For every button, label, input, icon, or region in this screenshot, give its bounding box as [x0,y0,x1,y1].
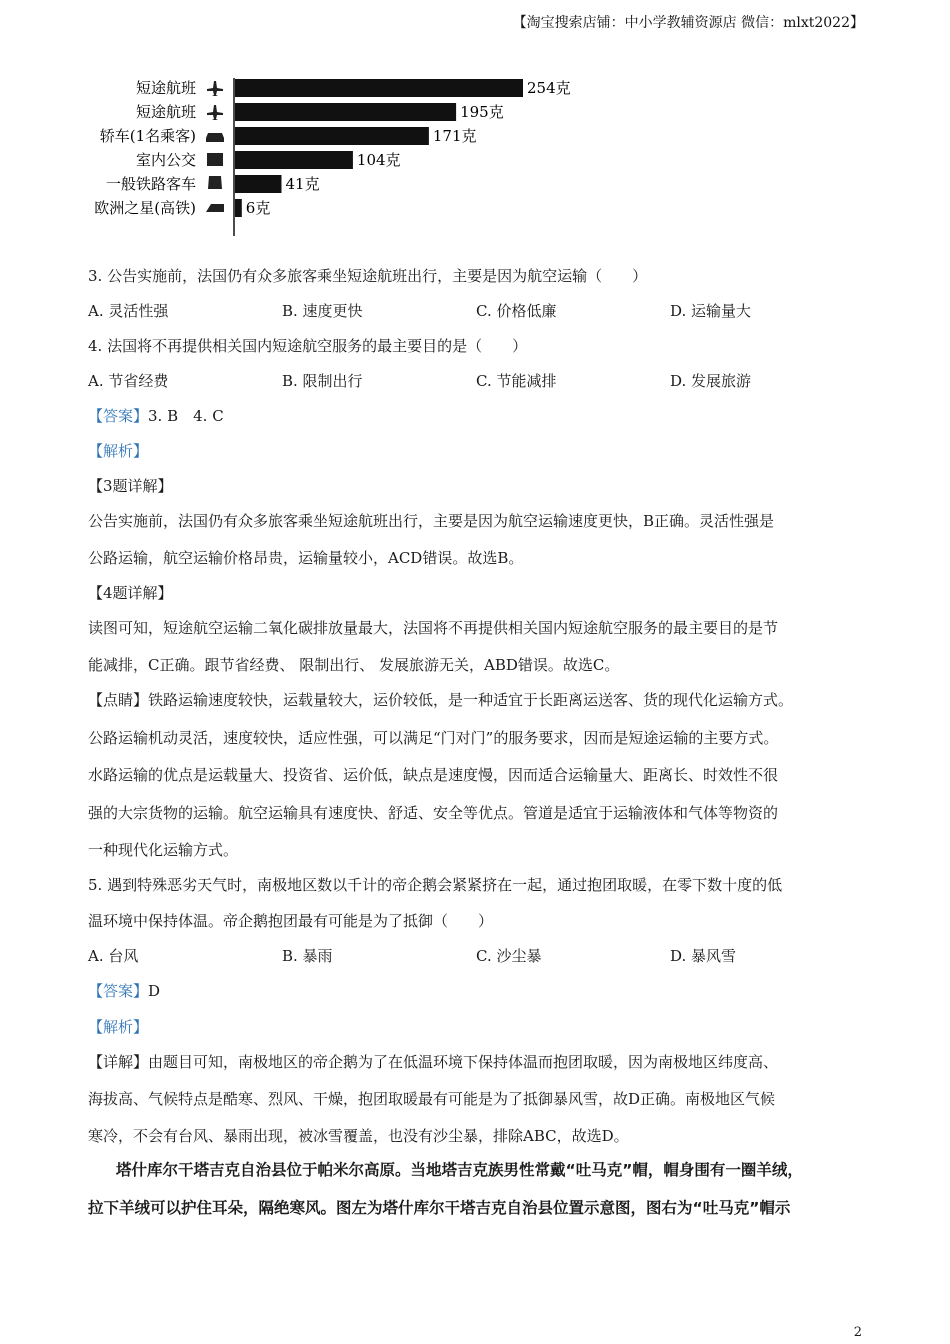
bus-icon [207,153,223,166]
analysis-tag-1: 【解析】 [88,442,149,460]
q4-stem: 4. 法国将不再提供相关国内短途航空服务的最主要目的是（ ） [88,337,528,355]
chart-category-label: 室内公交 [135,151,196,169]
chart-value-label: 254克 [527,79,571,97]
q3-option-d: D. 运输量大 [670,302,752,320]
chart-bar [235,79,523,97]
answer-text: D [148,982,161,1000]
dianjing-line [88,690,793,710]
q5-option-d: D. 暴风雪 [670,947,737,965]
airplane-icon [207,105,223,120]
detail-5-line [88,1052,778,1072]
detail-4-title: 【4题详解】 [88,584,173,602]
chart-value-label: 6克 [245,199,271,217]
airplane-icon [207,81,223,96]
detail-3-line: 公路运输，航空运输价格昂贵，运输量较小，ACD错误。故选B。 [88,549,524,567]
q5-stem: 5. 遇到特殊恶劣天气时，南极地区数以千计的帝企鹅会紧紧挤在一起，通过抱团取暖，在零下数十度的低 [88,876,783,894]
dianjing-line: 强的大宗货物的运输。航空运输具有速度快、舒适、安全等优点。管道是适宜于运输液体和气体等物资的 [88,804,779,822]
q3-stem: 3. 公告实施前，法国仍有众多旅客乘坐短途航班出行，主要是因为航空运输（ ） [88,267,648,285]
detail-5-text: 由题目可知，南极地区的帝企鹅为了在低温环境下保持体温而抱团取暖，因为南极地区纬度高、 [148,1053,779,1071]
q4-option-b: B. 限制出行 [282,372,363,390]
answer-tag: 【答案】 [88,982,149,1000]
answer-1 [88,406,224,426]
chart-bar [235,199,242,217]
detail-5-tag: 【详解】 [88,1053,149,1071]
q3-option-c: C. 价格低廉 [476,302,557,320]
chart-category-label: 短途航班 [135,79,196,97]
chart-value-label: 41克 [285,175,320,193]
chart-value-label: 195克 [460,103,504,121]
answer-tag: 【答案】 [88,407,149,425]
passage-line: 拉下羊绒可以护住耳朵，隔绝寒风。图左为塔什库尔干塔吉克自治县位置示意图，图右为“吐马克”帽示 [88,1199,791,1217]
chart-value-label: 171克 [432,127,477,145]
detail-5-line: 寒冷，不会有台风、暴雨出现，被冰雪覆盖，也没有沙尘暴，排除ABC，故选D。 [88,1127,629,1145]
detail-4-line: 读图可知，短途航空运输二氧化碳排放量最大，法国将不再提供相关国内短途航空服务的最主要目的是节 [88,619,779,637]
dianjing-tag: 【点睛】 [88,691,149,709]
car-icon [206,133,224,142]
high-speed-train-icon [206,204,224,212]
detail-5-line: 海拔高、气候特点是酷寒、烈风、干燥，抱团取暖最有可能是为了抵御暴风雪，故D正确。南极地区气候 [88,1090,776,1108]
detail-3-title: 【3题详解】 [88,477,173,495]
page-header: 【淘宝搜索店铺：中小学教辅资源店 微信：mlxt2022】 [512,15,864,31]
answer-2 [88,981,160,1001]
dianjing-text: 铁路运输速度较快，运载量较大，运价较低，是一种适宜于长距离运送客、货的现代化运输方式。 [148,691,794,709]
q4-option-d: D. 发展旅游 [670,372,752,390]
dianjing-line: 水路运输的优点是运载量大、投资省、运价低，缺点是速度慢，因而适合运输量大、距离长、时效性不很 [88,766,779,784]
q5-option-c: C. 沙尘暴 [476,947,542,965]
chart-bar [235,127,429,145]
chart-category-label: 欧洲之星(高铁) [94,199,196,217]
q5-option-b: B. 暴雨 [282,947,333,965]
chart-category-label: 一般铁路客车 [105,175,196,193]
train-icon [208,176,222,189]
chart-category-label: 轿车(1名乘客) [99,127,196,145]
chart-bar [235,151,353,169]
detail-4-line: 能减排，C正确。跟节省经费、 限制出行、 发展旅游无关，ABD错误。故选C。 [88,656,620,674]
chart-category-label: 短途航班 [135,103,196,121]
chart-value-label: 104克 [356,151,401,169]
passage-line: 塔什库尔干塔吉克自治县位于帕米尔高原。当地塔吉克族男性常戴“吐马克”帽，帽身围有一圈羊绒， [116,1161,803,1179]
q4-option-c: C. 节能减排 [476,372,557,390]
chart-bar [235,103,456,121]
detail-3-line: 公告实施前，法国仍有众多旅客乘坐短途航班出行，主要是因为航空运输速度更快，B正确。灵活性强是 [88,512,775,530]
q4-option-a: A. 节省经费 [88,372,169,390]
chart-bar [235,175,281,193]
q3-option-a: A. 灵活性强 [88,302,169,320]
emission-bar-chart [80,72,640,242]
dianjing-line: 一种现代化运输方式。 [88,841,239,859]
answer-text: 3. B 4. C [148,407,224,425]
page-number: 2 [853,1325,862,1340]
q3-option-b: B. 速度更快 [282,302,363,320]
q5-option-a: A. 台风 [88,947,139,965]
q5-stem: 温环境中保持体温。帝企鹅抱团最有可能是为了抵御（ ） [88,912,494,930]
dianjing-line: 公路运输机动灵活，速度较快，适应性强，可以满足“门对门”的服务要求，因而是短途运输的主要方式。 [88,729,779,747]
analysis-tag-2: 【解析】 [88,1018,149,1036]
